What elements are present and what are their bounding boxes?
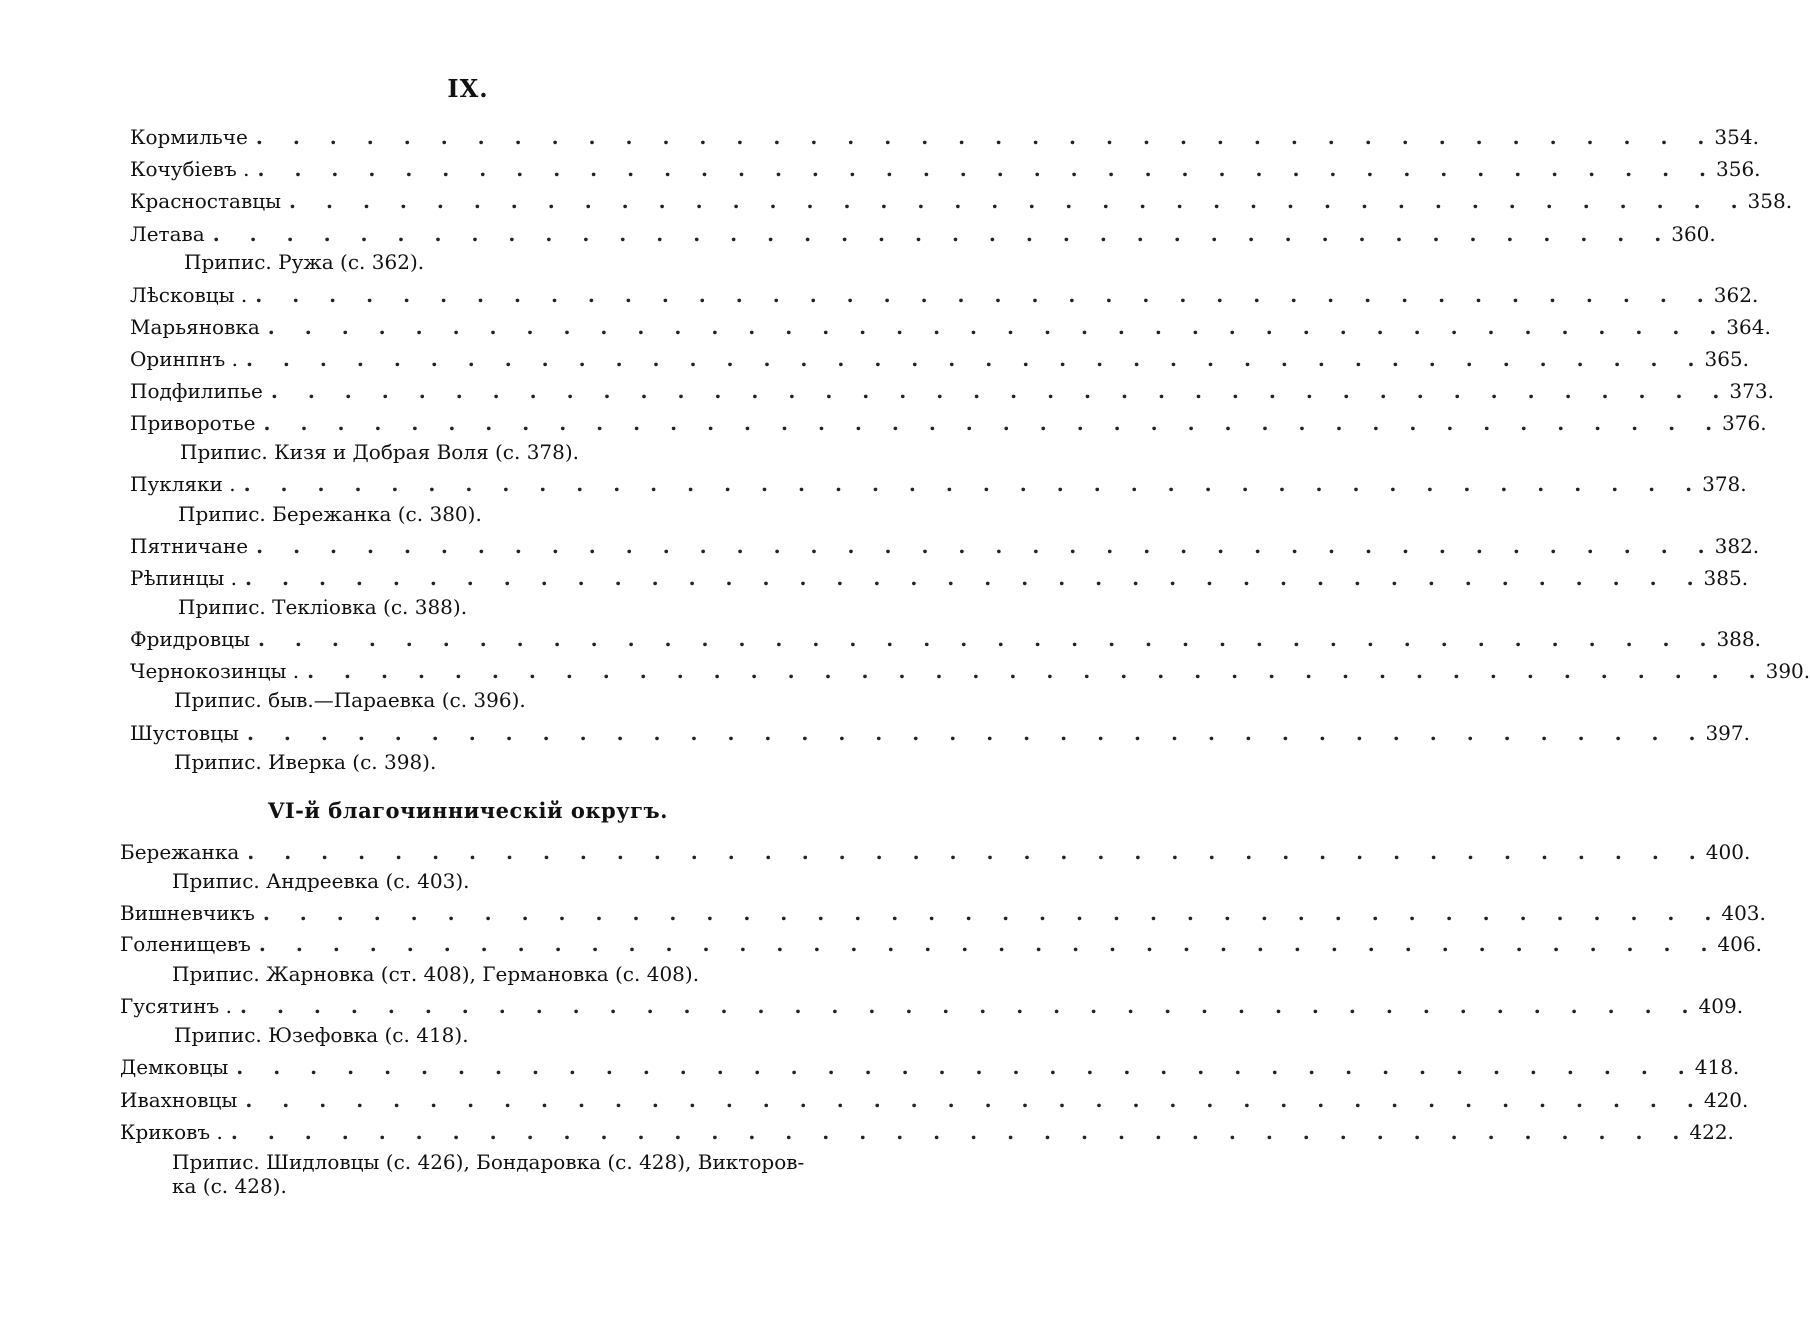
entry-page: 360. <box>1671 222 1716 246</box>
entry-name: Шустовцы <box>130 721 239 745</box>
toc-note: Припис. Текліовка (с. 388). <box>178 595 468 619</box>
entry-name: Пукляки . <box>130 472 236 496</box>
entry-page: 418. <box>1694 1055 1740 1079</box>
leader-dots: . . . . . . . . . . . . . . . . . . . . . . . . . . . . . . . . . . . . . . . . <box>245 1088 1694 1112</box>
leader-dots: . . . . . . . . . . . . . . . . . . . . . . . . . . . . . . . . . . . . . . . . <box>255 283 1704 307</box>
entry-name: Подфилипье <box>130 379 263 403</box>
toc-entry[interactable] <box>120 1120 1734 1150</box>
entry-page: 378. <box>1702 472 1747 496</box>
entry-name: Фридровцы <box>130 627 250 651</box>
leader-dots: . . . . . . . . . . . . . . . . . . . . . . . . . . . . . . . . . . . . . . . . <box>246 721 1696 745</box>
entry-page: 356. <box>1716 157 1761 181</box>
entry-name: Ивахновцы <box>120 1088 238 1112</box>
page-number: IX. <box>447 74 489 103</box>
leader-dots: . . . . . . . . . . . . . . . . . . . . . . . . . . . . . . . . . . . . . . . . <box>289 189 1738 213</box>
leader-dots: . . . . . . . . . . . . . . . . . . . . . . . . . . . . . . . . . . . . . . . . <box>263 411 1713 435</box>
toc-note: Припис. Жарновка (ст. 408), Германовка (с. 408). <box>172 962 700 986</box>
toc-note: Припис. Ружа (с. 362). <box>184 250 425 274</box>
toc-entry[interactable] <box>120 932 1762 962</box>
toc-note: Припис. быв.—Параевка (с. 396). <box>174 688 526 712</box>
toc-entry[interactable] <box>120 840 1751 870</box>
toc-note: Припис. Бережанка (с. 380). <box>178 502 482 526</box>
leader-dots: . . . . . . . . . . . . . . . . . . . . . . . . . . . . . . . . . . . . . . . . <box>245 566 1694 590</box>
leader-dots: . . . . . . . . . . . . . . . . . . . . . . . . . . . . . . . . . . . . . . . . <box>212 222 1662 246</box>
leader-dots: . . . . . . . . . . . . . . . . . . . . . . . . . . . . . . . . . . . . . . . . <box>247 840 1696 864</box>
entry-name: Пятничане <box>130 534 249 558</box>
entry-page: 365. <box>1704 347 1750 371</box>
toc-entry[interactable] <box>120 901 1766 931</box>
toc-note: Припис. Иверка (с. 398). <box>174 750 437 774</box>
entry-name: Кочубіевъ . <box>130 157 250 181</box>
entry-page: 400. <box>1705 840 1751 864</box>
entry-name: Марьяновка <box>130 315 260 339</box>
entry-page: 354. <box>1714 125 1759 149</box>
entry-page: 364. <box>1726 315 1771 339</box>
entry-page: 385. <box>1703 566 1749 590</box>
entry-name: Лѣсковцы . <box>130 283 248 307</box>
leader-dots: . . . . . . . . . . . . . . . . . . . . . . . . . . . . . . . . . . . . . . . . <box>257 627 1707 651</box>
entry-name: Красноставцы <box>130 189 282 213</box>
entry-page: 409. <box>1698 994 1744 1018</box>
toc-entry[interactable] <box>120 994 1744 1024</box>
entry-page: 403. <box>1721 901 1766 925</box>
toc-note: Припис. Юзефовка (с. 418). <box>174 1023 469 1047</box>
entry-page: 362. <box>1713 283 1759 307</box>
entry-page: 382. <box>1714 534 1760 558</box>
leader-dots: . . . . . . . . . . . . . . . . . . . . . . . . . . . . . . . . . . . . . . . . <box>245 347 1695 371</box>
entry-name: Летава <box>130 222 205 246</box>
entry-name: Рѣпинцы . <box>130 566 238 590</box>
entry-name: Приворотье <box>130 411 256 435</box>
toc-note: Припис. Андреевка (с. 403). <box>172 869 470 893</box>
leader-dots: . . . . . . . . . . . . . . . . . . . . . . . . . . . . . . . . . . . . . . . . <box>258 932 1708 956</box>
entry-name: Оринпнъ . <box>130 347 238 371</box>
toc-entry[interactable] <box>120 1088 1749 1118</box>
entry-page: 388. <box>1716 627 1761 651</box>
entry-page: 420. <box>1703 1088 1749 1112</box>
entry-page: 406. <box>1717 932 1762 956</box>
leader-dots: . . . . . . . . . . . . . . . . . . . . . . . . . . . . . . . . . . . . . . . . <box>240 994 1689 1018</box>
leader-dots: . . . . . . . . . . . . . . . . . . . . . . . . . . . . . . . . . . . . . . . . <box>255 125 1705 149</box>
entry-name: Гусятинъ . <box>120 994 232 1018</box>
entry-name: Вишневчикъ <box>120 901 255 925</box>
toc-note: Припис. Шидловцы (с. 426), Бондаровка (с. 428), Викторов- <box>172 1150 805 1174</box>
entry-page: 390. <box>1765 659 1810 683</box>
entry-name: Кормильче <box>130 125 248 149</box>
leader-dots: . . . . . . . . . . . . . . . . . . . . . . . . . . . . . . . . . . . . . . . . <box>270 379 1720 403</box>
toc-entry[interactable] <box>120 1055 1740 1085</box>
toc-note: Припис. Кизя и Добрая Воля (с. 378). <box>180 440 580 464</box>
entry-page: 422. <box>1689 1120 1734 1144</box>
entry-name: Демковцы <box>120 1055 229 1079</box>
entry-page: 397. <box>1705 721 1750 745</box>
entry-name: Голенищевъ <box>120 932 251 956</box>
leader-dots: . . . . . . . . . . . . . . . . . . . . . . . . . . . . . . . . . . . . . . . . <box>262 901 1712 925</box>
leader-dots: . . . . . . . . . . . . . . . . . . . . . . . . . . . . . . . . . . . . . . . . <box>267 315 1717 339</box>
entry-name: Криковъ . <box>120 1120 223 1144</box>
leader-dots: . . . . . . . . . . . . . . . . . . . . . . . . . . . . . . . . . . . . . . . . <box>243 472 1693 496</box>
section-heading: VI-й благочинническій округъ. <box>268 798 668 823</box>
leader-dots: . . . . . . . . . . . . . . . . . . . . . . . . . . . . . . . . . . . . . . . . <box>230 1120 1680 1144</box>
entry-page: 376. <box>1722 411 1767 435</box>
entry-name: Бережанка <box>120 840 240 864</box>
leader-dots: . . . . . . . . . . . . . . . . . . . . . . . . . . . . . . . . . . . . . . . . <box>236 1055 1685 1079</box>
leader-dots: . . . . . . . . . . . . . . . . . . . . . . . . . . . . . . . . . . . . . . . . <box>257 157 1706 181</box>
entry-page: 358. <box>1747 189 1793 213</box>
leader-dots: . . . . . . . . . . . . . . . . . . . . . . . . . . . . . . . . . . . . . . . . <box>256 534 1705 558</box>
entry-page: 373. <box>1729 379 1774 403</box>
toc-note: ка (с. 428). <box>172 1174 287 1198</box>
leader-dots: . . . . . . . . . . . . . . . . . . . . . . . . . . . . . . . . . . . . . . . . <box>307 659 1756 683</box>
entry-name: Чернокозинцы . <box>130 659 300 683</box>
